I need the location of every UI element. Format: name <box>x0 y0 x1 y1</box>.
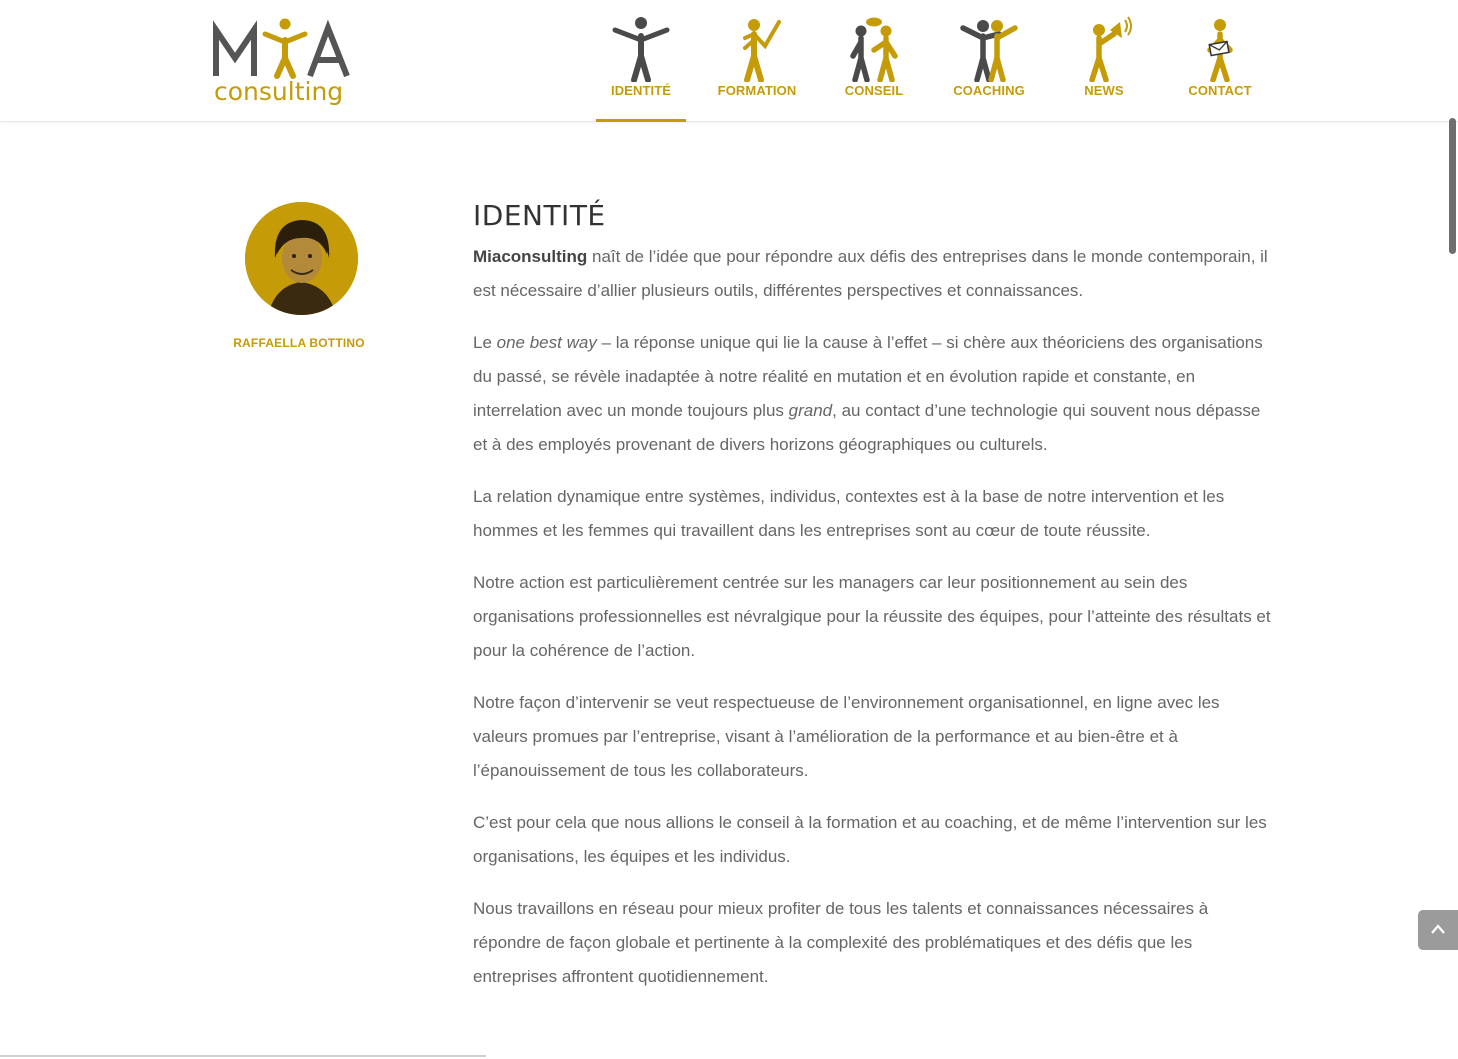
company-name: Miaconsulting <box>473 247 588 266</box>
emphasis: grand <box>788 401 833 420</box>
two-people-embrace-icon <box>959 16 1019 82</box>
nav-item-news[interactable] <box>1070 0 1138 122</box>
site-header <box>0 0 1458 122</box>
nav-item-conseil[interactable] <box>834 0 914 122</box>
nav-label: FORMATION <box>717 83 797 98</box>
nav-item-formation[interactable] <box>708 0 806 122</box>
nav-item-coaching[interactable] <box>948 0 1030 122</box>
paragraph-text: – la réponse unique qui lie la cause à l’effet – si chère aux théoriciens des organisations du passé, se révèle inadaptée à notre réalité en mutation et en évolution rapide et constante, en interrelation avec un monde toujours plus <box>473 333 1263 420</box>
nav-label: NEWS <box>1084 83 1124 98</box>
paragraph-text: naît de l’idée que pour répondre aux défis des entreprises dans le monde contemporain, il est nécessaire d’allier plusieurs outils, différentes perspectives et connaissances. <box>473 247 1268 300</box>
avatar <box>245 202 358 315</box>
nav-label: CONTACT <box>1188 83 1252 98</box>
nav-label: CONSEIL <box>844 83 904 98</box>
nav-item-identite[interactable] <box>596 0 686 122</box>
mia-consulting-logo[interactable] <box>213 16 353 106</box>
scrollbar-thumb[interactable] <box>1449 118 1456 254</box>
emphasis: one best way <box>496 333 597 352</box>
nav-item-contact[interactable] <box>1184 0 1256 122</box>
person-teaching-icon <box>727 16 787 82</box>
person-arms-up-icon <box>611 16 671 82</box>
paragraph-text: , au contact d’une technologie qui souvent nous dépasse et à des employés provenant de divers horizons géographiques ou culturels. <box>473 401 1261 454</box>
sidebar-person-name: RAFFAELLA BOTTINO <box>233 336 365 350</box>
nav-label: COACHING <box>953 83 1025 98</box>
back-to-top-button[interactable] <box>1418 910 1458 950</box>
paragraph <box>473 240 1273 308</box>
paragraph-text: Le <box>473 333 497 352</box>
logo-graphic <box>213 16 353 106</box>
active-indicator <box>596 119 686 122</box>
paragraph: Notre façon d’intervenir se veut respectueuse de l’environnement organisationnel, en ligne avec les valeurs promues par l’entreprise, visant à l’amélioration de la performance et au bien-être et à l’épanouissement de tous les collaborateurs. <box>473 693 1220 780</box>
chevron-up-icon <box>1430 923 1446 935</box>
paragraph <box>473 326 1273 462</box>
paragraph: C’est pour cela que nous allions le conseil à la formation et au coaching, et de même l’intervention sur les organisations, les équipes et les individus. <box>473 813 1267 866</box>
portrait-image <box>245 202 358 315</box>
main-content <box>473 196 1273 1012</box>
person-envelope-icon <box>1190 16 1250 82</box>
person-megaphone-icon <box>1074 16 1134 82</box>
paragraph: Notre action est particulièrement centrée sur les managers car leur positionnement au sein des organisations professionnelles est névralgique pour la réussite des équipes, pour l’atteinte des résultats et pour la cohérence de l’action. <box>473 573 1271 660</box>
two-people-talking-icon <box>844 16 904 82</box>
paragraph: La relation dynamique entre systèmes, individus, contextes est à la base de notre intervention et les hommes et les femmes qui travaillent dans les entreprises sont au cœur de toute réussite. <box>473 487 1225 540</box>
page-title: IDENTITÉ <box>473 199 606 232</box>
paragraph: Nous travaillons en réseau pour mieux profiter de tous les talents et connaissances nécessaires à répondre de façon globale et pertinente à la complexité des problématiques et des défis que les entreprises affrontent quotidiennement. <box>473 899 1209 986</box>
nav-label: IDENTITÉ <box>610 83 672 98</box>
divider <box>0 1055 486 1057</box>
logo-sub: consulting <box>214 77 344 106</box>
